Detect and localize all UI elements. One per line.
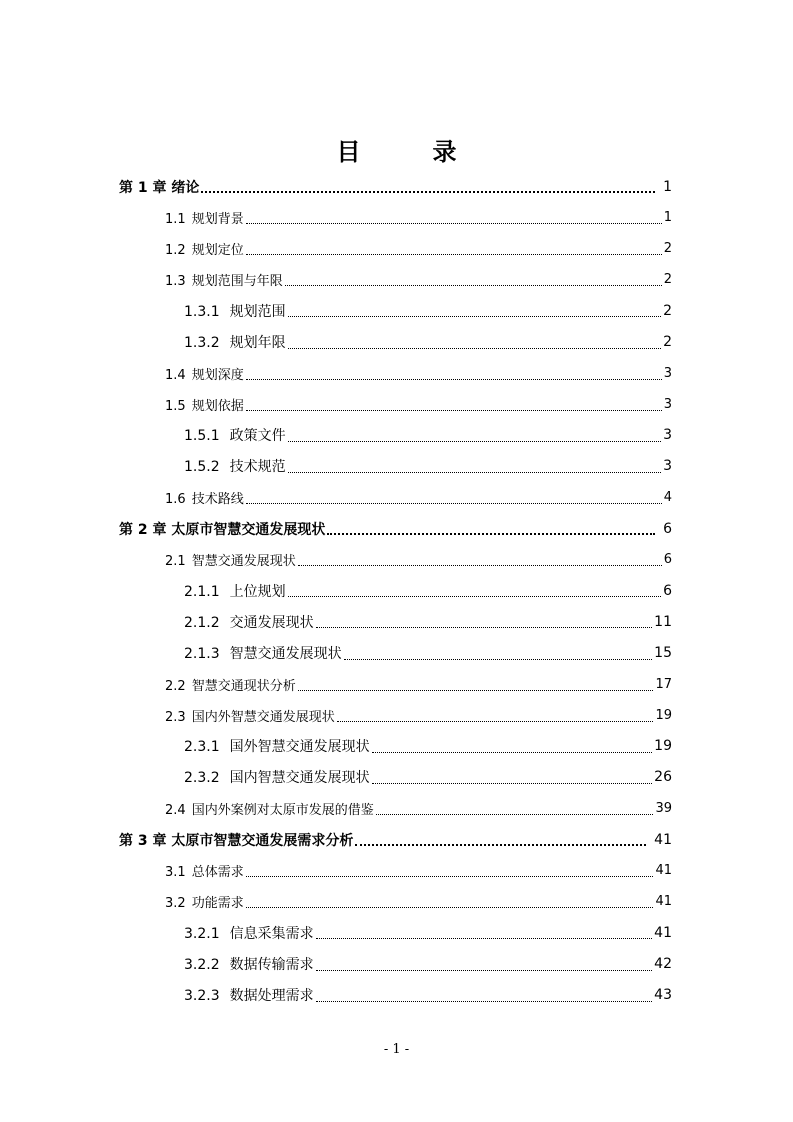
toc-entry-label	[184, 456, 286, 476]
toc-entry-title: 规划依据	[191, 398, 244, 414]
toc-entry-page-number: 3	[663, 396, 672, 412]
toc-entry-title: 国外智慧交通发展现状	[229, 739, 370, 756]
toc-entry-title: 智慧交通发展现状	[229, 646, 342, 662]
toc-entry-label	[119, 177, 199, 197]
toc-entry-sub[interactable]	[184, 917, 672, 948]
toc-entry-sec[interactable]	[165, 482, 672, 513]
toc-entry-sec[interactable]	[165, 358, 672, 389]
toc-entry-title: 太原市智慧交通发展现状	[171, 521, 326, 538]
toc-leader-dots	[246, 855, 654, 886]
toc-entry-number: 1.6	[165, 492, 186, 507]
toc-entry-number: 2.3	[165, 709, 186, 725]
toc-entry-title: 规划范围	[229, 303, 286, 320]
toc-entry-page-number: 4	[663, 490, 672, 505]
toc-leader-dots	[376, 793, 654, 824]
toc-entry-sec[interactable]	[165, 855, 672, 886]
toc-entry-label	[165, 270, 283, 289]
toc-leader-dots	[355, 824, 646, 855]
toc-entry-page-number: 39	[655, 801, 672, 816]
toc-entry-label	[165, 488, 244, 507]
toc-entry-title: 数据传输需求	[229, 957, 314, 973]
toc-entry-label	[165, 706, 335, 725]
toc-leader-dots	[344, 638, 653, 669]
toc-entry-page-number: 2	[663, 272, 672, 288]
toc-entry-number: 1.5	[165, 398, 186, 414]
toc-entry-page-number: 6	[663, 520, 672, 537]
toc-leader-dots	[288, 420, 661, 451]
toc-entry-title: 国内外智慧交通发展现状	[191, 709, 335, 725]
toc-entry-title: 技术规范	[229, 459, 286, 476]
toc-entry-label	[184, 985, 314, 1005]
toc-leader-dots	[288, 451, 661, 482]
toc-entry-sec[interactable]	[165, 233, 672, 264]
toc-entry-sub[interactable]	[184, 949, 672, 980]
toc-entry-number: 3.2.3	[184, 988, 220, 1005]
toc-entry-number: 2.4	[165, 803, 186, 818]
toc-entry-label	[165, 395, 244, 414]
toc-entry-label	[184, 425, 286, 445]
toc-entry-label	[184, 954, 314, 974]
toc-entry-ch[interactable]	[119, 824, 672, 855]
toc-entry-label	[165, 239, 244, 258]
toc-entry-label	[184, 332, 286, 352]
toc-entry-number: 1.3	[165, 274, 186, 290]
toc-entry-sub[interactable]	[184, 980, 672, 1011]
toc-entry-sec[interactable]	[165, 202, 672, 233]
toc-entry-page-number: 41	[654, 831, 672, 848]
toc-entry-number: 第 1 章	[119, 179, 167, 196]
toc-entry-page-number: 3	[663, 427, 672, 444]
toc-entry-title: 规划范围与年限	[191, 274, 283, 290]
toc-entry-title: 太原市智慧交通发展需求分析	[171, 832, 354, 849]
toc-entry-page-number: 17	[655, 676, 672, 692]
toc-leader-dots	[246, 886, 654, 917]
toc-entry-label	[184, 767, 370, 787]
toc-leader-dots	[327, 513, 655, 544]
toc-entry-sec[interactable]	[165, 544, 672, 575]
toc-entry-title: 政策文件	[229, 428, 286, 445]
toc-entry-page-number: 6	[663, 552, 672, 568]
toc-entry-number: 1.5.1	[184, 428, 220, 445]
toc-entry-title: 信息采集需求	[229, 925, 314, 942]
toc-entry-page-number: 26	[654, 769, 672, 786]
toc-entry-page-number: 41	[655, 863, 672, 879]
toc-entry-label	[184, 736, 370, 756]
toc-entry-number: 3.2	[165, 896, 186, 912]
toc-entry-title: 功能需求	[191, 896, 244, 912]
toc-entry-sec[interactable]	[165, 669, 672, 700]
toc-entry-number: 3.2.1	[184, 925, 220, 942]
toc-entry-page-number: 2	[663, 302, 672, 319]
toc-entry-number: 1.4	[165, 367, 186, 383]
toc-leader-dots	[201, 171, 655, 202]
toc-entry-label	[184, 301, 286, 321]
toc-leader-dots	[316, 949, 653, 980]
toc-entry-title: 总体需求	[191, 865, 244, 881]
toc-entry-ch[interactable]	[119, 513, 672, 544]
toc-entry-title: 国内外案例对太原市发展的借鉴	[191, 803, 374, 818]
toc-entry-page-number: 19	[654, 738, 672, 755]
toc-entry-title: 规划深度	[191, 367, 244, 383]
toc-leader-dots	[298, 544, 662, 575]
toc-entry-ch[interactable]	[119, 171, 672, 202]
toc-entry-page-number: 2	[663, 334, 672, 350]
toc-leader-dots	[285, 264, 662, 295]
toc-leader-dots	[246, 358, 662, 389]
toc-entry-number: 2.1	[165, 554, 186, 570]
toc-entry-sub[interactable]	[184, 420, 672, 451]
toc-leader-dots	[288, 295, 661, 326]
toc-leader-dots	[246, 389, 662, 420]
toc-entry-number: 第 2 章	[119, 521, 167, 538]
toc-entry-sub[interactable]	[184, 638, 672, 669]
toc-leader-dots	[288, 575, 661, 606]
toc-entry-sub[interactable]	[184, 606, 672, 637]
toc-entry-title: 规划年限	[229, 335, 286, 351]
toc-entry-sec[interactable]	[165, 793, 672, 824]
toc-entry-page-number: 1	[663, 210, 672, 226]
toc-leader-dots	[316, 917, 653, 948]
toc-entry-page-number: 41	[654, 924, 672, 941]
toc-entry-label	[165, 208, 244, 227]
toc-entry-page-number: 6	[663, 582, 672, 599]
toc-entry-label	[165, 892, 244, 911]
toc-entry-number: 1.3.2	[184, 335, 220, 351]
toc-entry-title: 绪论	[171, 179, 200, 196]
toc-entry-number: 1.5.2	[184, 459, 220, 476]
toc-entry-title: 交通发展现状	[229, 614, 314, 631]
toc-entry-label	[119, 519, 325, 539]
toc-entry-number: 1.1	[165, 212, 186, 228]
toc-entry-title: 数据处理需求	[229, 988, 314, 1005]
toc-entry-title: 上位规划	[229, 583, 286, 600]
toc-entry-label	[184, 643, 342, 663]
toc-leader-dots	[316, 606, 653, 637]
toc-leader-dots	[298, 669, 654, 700]
toc-entry-label	[165, 861, 244, 880]
toc-entry-title: 规划背景	[191, 212, 244, 228]
toc-entry-number: 2.3.2	[184, 770, 220, 787]
toc-entry-number: 2.3.1	[184, 739, 220, 756]
toc-entry-page-number: 15	[654, 645, 672, 661]
toc-entry-sec[interactable]	[165, 700, 672, 731]
toc-entry-title: 技术路线	[191, 492, 244, 507]
toc-entry-sec[interactable]	[165, 886, 672, 917]
toc-leader-dots	[372, 762, 653, 793]
page-title: 目 录	[336, 138, 481, 166]
toc-leader-dots	[246, 482, 662, 513]
toc-leader-dots	[246, 233, 662, 264]
toc-entry-page-number: 3	[663, 365, 672, 381]
toc-leader-dots	[337, 700, 654, 731]
toc-entry-label	[165, 550, 296, 569]
toc-entry-sub[interactable]	[184, 295, 672, 326]
toc-entry-number: 2.1.1	[184, 583, 220, 600]
toc-entry-title: 国内智慧交通发展现状	[229, 770, 370, 787]
toc-entry-label	[184, 612, 314, 632]
toc-entry-sub[interactable]	[184, 731, 672, 762]
toc-leader-dots	[246, 202, 662, 233]
toc-entry-title: 规划定位	[191, 243, 244, 259]
toc-entry-page-number: 1	[663, 178, 672, 195]
toc-entry-label	[165, 364, 244, 383]
toc-entry-sub[interactable]	[184, 762, 672, 793]
toc-entry-page-number: 2	[663, 241, 672, 257]
toc-entry-label	[119, 830, 353, 850]
toc-entry-number: 2.2	[165, 678, 186, 694]
toc-entry-sub[interactable]	[184, 575, 672, 606]
toc-entry-title: 智慧交通现状分析	[191, 678, 296, 694]
toc-entry-sec[interactable]	[165, 264, 672, 295]
toc-entry-page-number: 19	[655, 707, 672, 723]
toc-entry-number: 第 3 章	[119, 832, 167, 849]
toc-entry-page-number: 11	[654, 613, 672, 630]
toc-entry-title: 智慧交通发展现状	[191, 554, 296, 570]
toc-entry-number: 3.2.2	[184, 957, 220, 973]
toc-entry-label	[184, 923, 314, 943]
toc-entry-label	[165, 799, 374, 818]
toc-leader-dots	[316, 980, 653, 1011]
toc-entry-number: 2.1.3	[184, 646, 220, 662]
toc-entry-number: 2.1.2	[184, 614, 220, 631]
toc-entry-page-number: 43	[654, 987, 672, 1004]
toc-leader-dots	[288, 327, 661, 358]
toc-entry-number: 1.2	[165, 243, 186, 259]
toc-entry-number: 3.1	[165, 865, 186, 881]
toc-leader-dots	[372, 731, 653, 762]
page-number-footer: - 1 -	[383, 1042, 410, 1057]
toc-entry-number: 1.3.1	[184, 303, 220, 320]
toc-entry-sec[interactable]	[165, 389, 672, 420]
toc-entry-label	[184, 581, 286, 601]
toc-entry-label	[165, 675, 296, 694]
toc-entry-page-number: 42	[654, 956, 672, 972]
toc-entry-page-number: 3	[663, 458, 672, 475]
toc-entry-sub[interactable]	[184, 451, 672, 482]
toc-entry-sub[interactable]	[184, 327, 672, 358]
toc-entry-page-number: 41	[655, 894, 672, 910]
